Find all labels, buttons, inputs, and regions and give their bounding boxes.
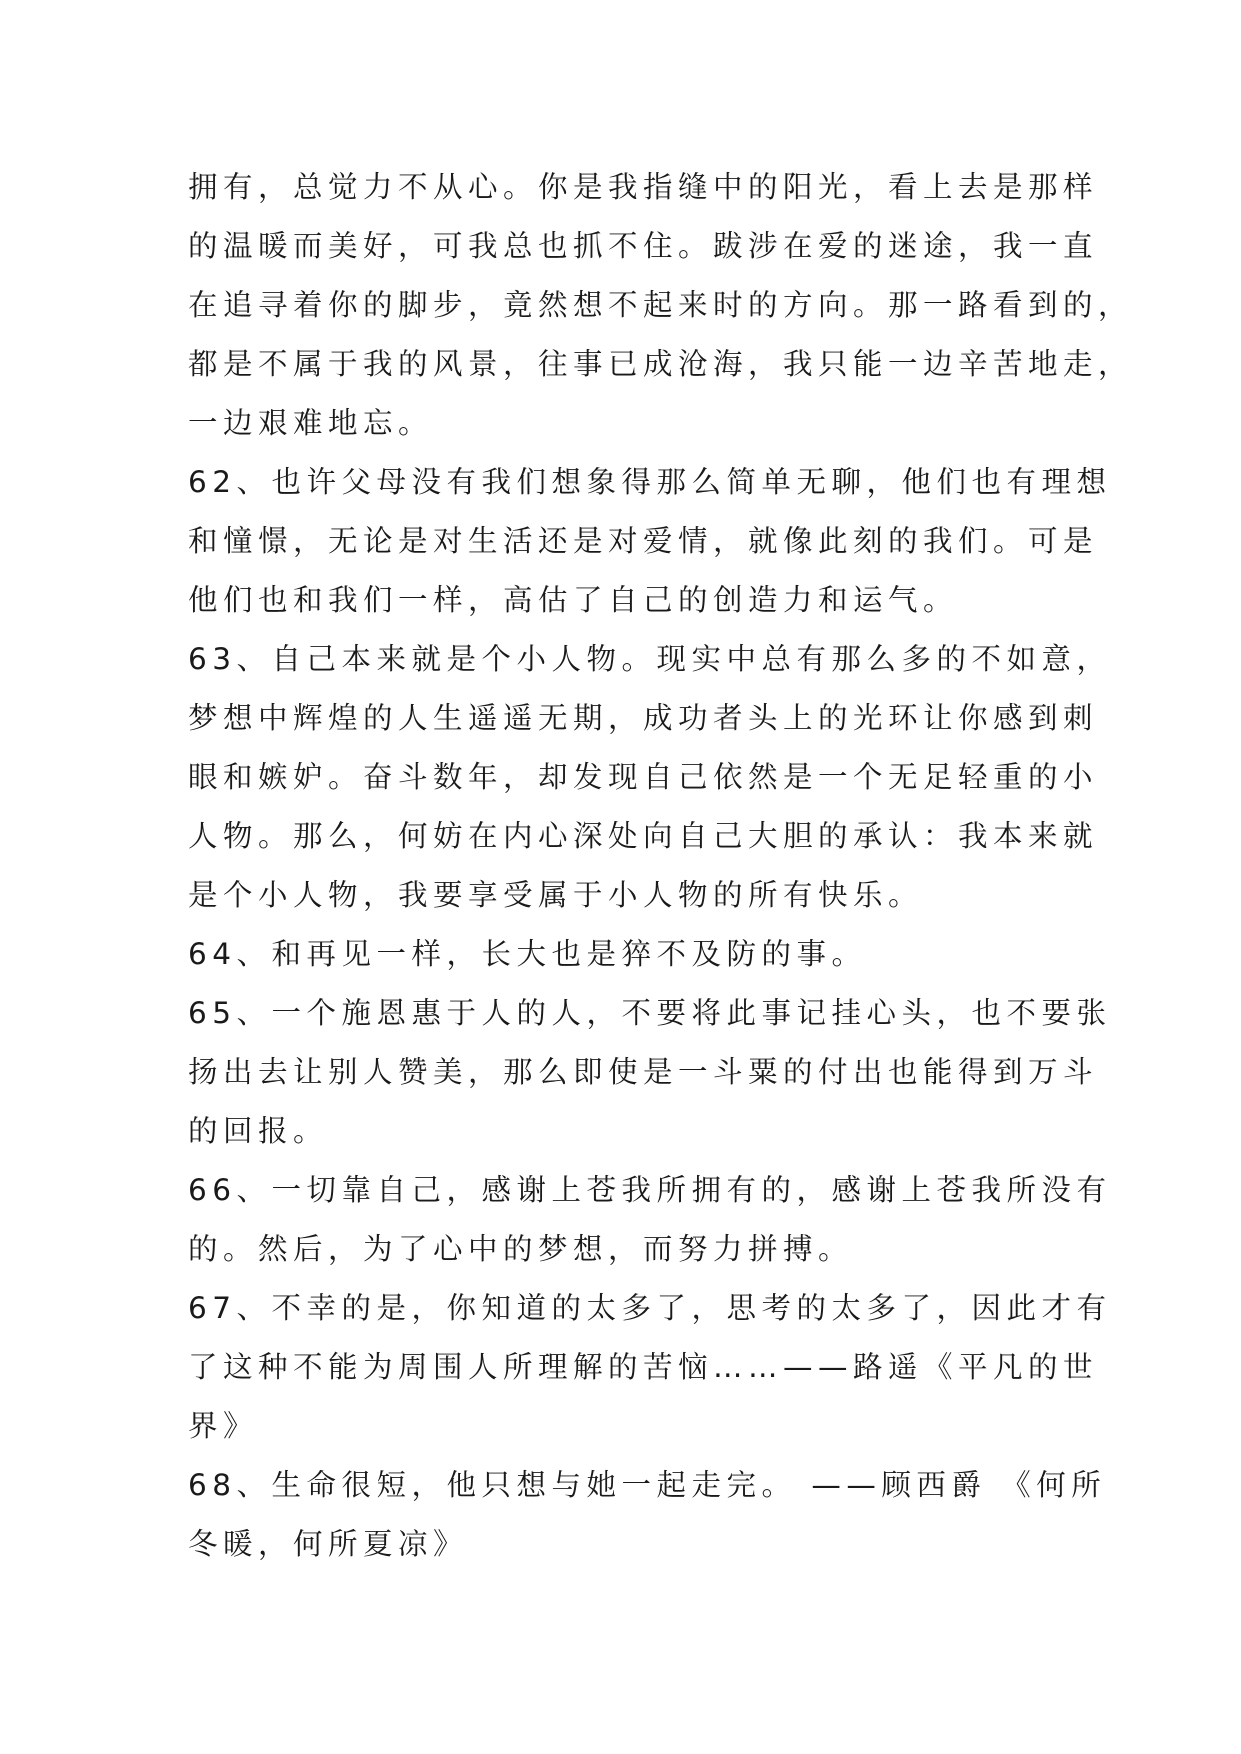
text-line: 他们也和我们一样，高估了自己的创造力和运气。 <box>188 583 959 617</box>
text-line: 64、和再见一样，长大也是猝不及防的事。 <box>188 937 867 971</box>
paragraph-65 <box>188 984 1112 1161</box>
paragraph-62 <box>188 453 1112 630</box>
text-line: 和憧憬，无论是对生活还是对爱情，就像此刻的我们。可是 <box>188 524 1099 558</box>
paragraph-continuation <box>188 158 1134 453</box>
text-line: 梦想中辉煌的人生遥遥无期，成功者头上的光环让你感到刺 <box>188 701 1099 735</box>
text-line: 65、一个施恩惠于人的人，不要将此事记挂心头，也不要张 <box>188 996 1112 1030</box>
text-line: 66、一切靠自己，感谢上苍我所拥有的，感谢上苍我所没有 <box>188 1173 1112 1207</box>
text-line: 了这种不能为周围人所理解的苦恼……——路遥《平凡的世 <box>188 1350 1099 1384</box>
paragraph-67 <box>188 1279 1112 1456</box>
paragraph-63 <box>188 630 1112 925</box>
paragraph-64 <box>188 925 1050 984</box>
text-line: 62、也许父母没有我们想象得那么简单无聊，他们也有理想 <box>188 465 1112 499</box>
text-line: 是个小人物，我要享受属于小人物的所有快乐。 <box>188 878 924 912</box>
text-line: 68、生命很短，他只想与她一起走完。 ——顾西爵 《何所 <box>188 1468 1107 1502</box>
text-line: 眼和嫉妒。奋斗数年，却发现自己依然是一个无足轻重的小 <box>188 760 1099 794</box>
text-line: 的。然后，为了心中的梦想，而努力拼搏。 <box>188 1232 854 1266</box>
text-line: 界》 <box>188 1409 259 1443</box>
text-line: 63、自己本来就是个小人物。现实中总有那么多的不如意， <box>188 642 1112 676</box>
paragraph-66 <box>188 1161 1112 1279</box>
text-line: 人物。那么，何妨在内心深处向自己大胆的承认：我本来就 <box>188 819 1099 853</box>
text-line: 67、不幸的是，你知道的太多了，思考的太多了，因此才有 <box>188 1291 1112 1325</box>
text-line: 在追寻着你的脚步，竟然想不起来时的方向。那一路看到的， <box>188 288 1134 322</box>
text-line: 都是不属于我的风景，往事已成沧海，我只能一边辛苦地走， <box>188 347 1134 381</box>
text-line: 一边艰难地忘。 <box>188 406 434 440</box>
paragraph-68 <box>188 1456 1107 1574</box>
text-line: 扬出去让别人赞美，那么即使是一斗粟的付出也能得到万斗 <box>188 1055 1099 1089</box>
text-line: 拥有，总觉力不从心。你是我指缝中的阳光，看上去是那样 <box>188 170 1099 204</box>
text-line: 的温暖而美好，可我总也抓不住。跋涉在爱的迷途，我一直 <box>188 229 1099 263</box>
text-line: 冬暖，何所夏凉》 <box>188 1527 469 1561</box>
text-line: 的回报。 <box>188 1114 329 1148</box>
document-body <box>188 158 1134 1574</box>
